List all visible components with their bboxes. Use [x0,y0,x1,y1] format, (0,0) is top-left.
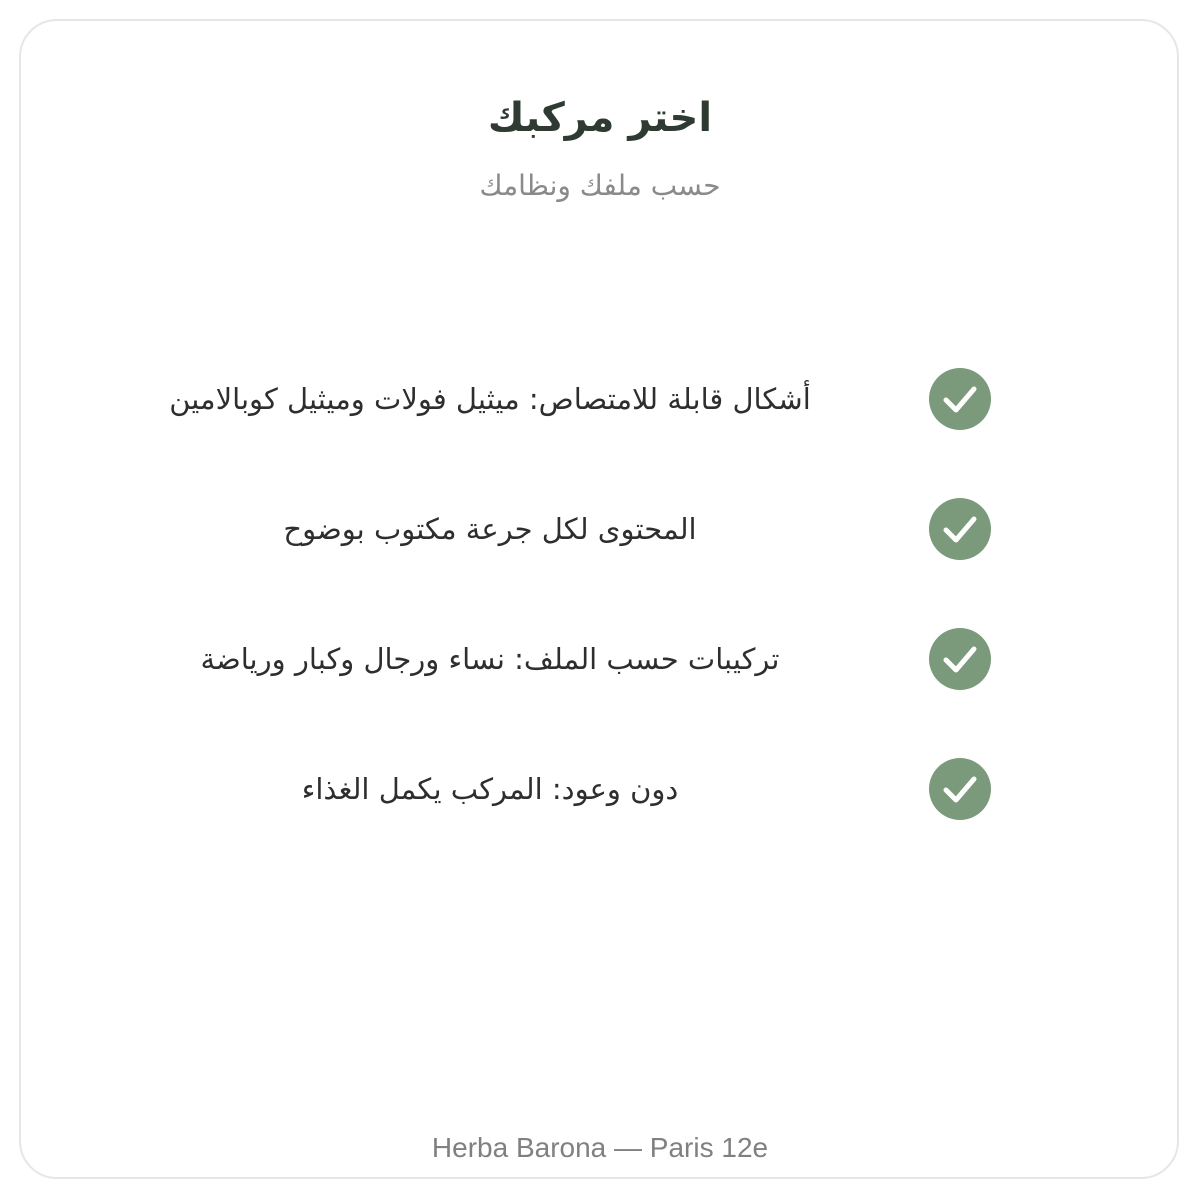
page-title: اختر مركبك [487,95,713,141]
feature-item [0,368,1200,430]
check-circle-icon [929,498,991,560]
feature-text: المحتوى لكل جرعة مكتوب بوضوح [283,512,697,546]
feature-text: دون وعود: المركب يكمل الغذاء [301,772,679,806]
check-circle-icon [929,368,991,430]
feature-item [0,758,1200,820]
check-circle-icon [929,628,991,690]
feature-item [0,628,1200,690]
footer-brand: Herba Barona — Paris 12e [431,1132,769,1163]
feature-text: تركيبات حسب الملف: نساء ورجال وكبار ورياضة [200,642,780,676]
feature-item [0,498,1200,560]
check-circle-icon [929,758,991,820]
feature-text: أشكال قابلة للامتصاص: ميثيل فولات وميثيل كوبالامين [169,382,811,416]
page-subtitle: حسب ملفك ونظامك [479,169,721,202]
